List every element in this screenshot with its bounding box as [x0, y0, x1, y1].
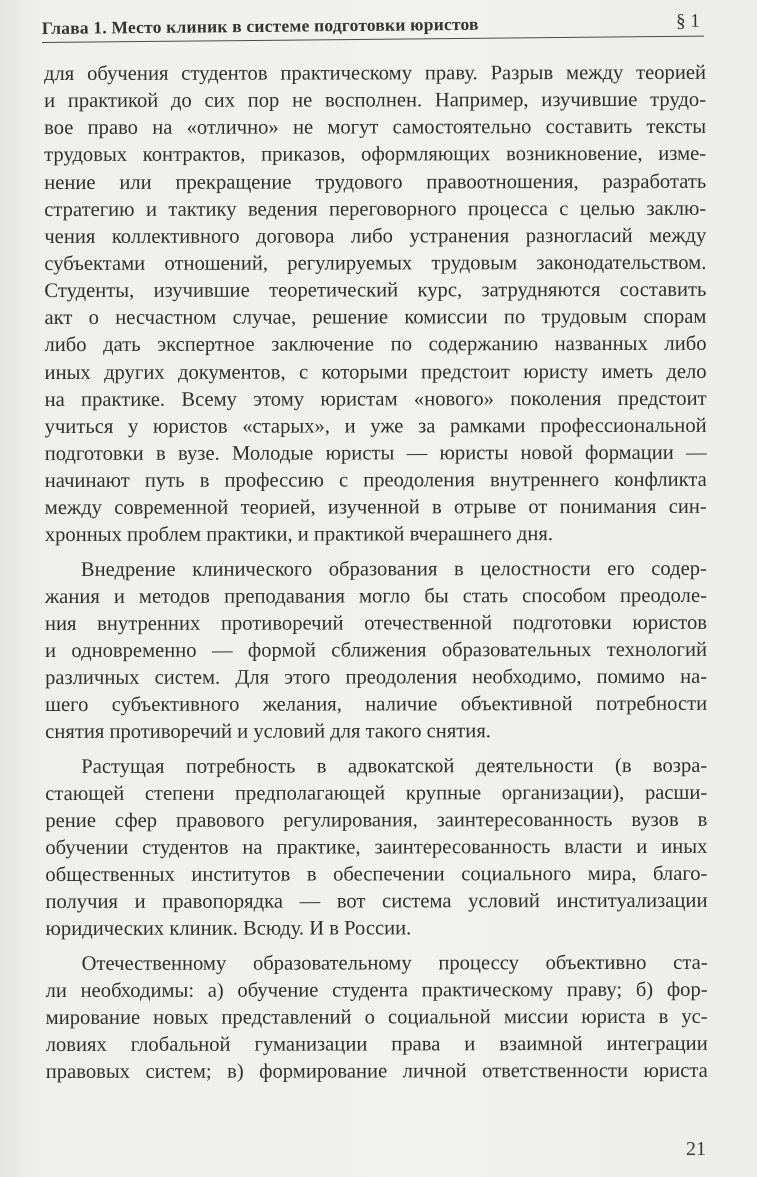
text-line: снятия противоречий и условий для такого снятия. — [45, 720, 491, 744]
text-line: Студенты, изучившие теоретический курс, затрудняются составить — [44, 278, 707, 303]
text-line: учиться у юристов «старых», и уже за рамками профессиональной — [44, 414, 707, 438]
running-head — [42, 6, 704, 43]
section-mark: § 1 — [675, 10, 700, 32]
text-line: либо дать экспертное заключение по содержанию названных либо — [44, 333, 707, 357]
text-line: нение или прекращение трудового правоотношения, разработать — [44, 170, 707, 194]
text-line: и практикой до сих пор не восполнен. Например, изучившие трудо- — [44, 88, 707, 113]
running-title: Глава 1. Место клиник в системе подготовки юристов — [41, 13, 479, 39]
text-line: правовых систем; в) формирование личной ответственности юриста — [45, 1059, 708, 1084]
text-line: рение сфер правового регулирования, заинтересованность вузов в — [45, 808, 708, 832]
text-line: мирование новых представлений о социальной миссии юриста в ус- — [45, 1005, 708, 1029]
text-line: и одновременно — формой сближения образовательных технологий — [45, 638, 708, 662]
text-line: акт о несчастном случае, решение комиссии по трудовым спорам — [44, 306, 707, 330]
text-line: общественных институтов в обеспечении социального мира, благо- — [45, 862, 708, 887]
text-line: стающей степени предполагающей крупные организации), расши- — [45, 781, 708, 805]
text-line: подготовки в вузе. Молодые юристы — юристы новой формации — — [44, 441, 707, 465]
text-line: жания и методов преподавания могло бы стать способом преодоле- — [44, 584, 707, 608]
text-line: получия и правопорядка — вот система условий институализации — [45, 890, 708, 914]
text-line: обучении студентов на практике, заинтересованность власти и иных — [45, 835, 708, 859]
text-line: ловиях глобальной гуманизации права и взаимной интеграции — [45, 1032, 708, 1056]
text-line: шего субъективного желания, наличие объективной потребности — [45, 693, 708, 717]
page-number: 21 — [686, 1138, 706, 1160]
paragraph — [45, 752, 707, 943]
text-line: иных других документов, с которыми предстоит юристу иметь дело — [44, 360, 707, 384]
paragraph — [44, 60, 707, 550]
text-line: чения коллективного договора либо устранения разногласий между — [44, 224, 707, 248]
paragraph — [45, 555, 707, 746]
paragraph — [46, 949, 708, 1086]
text-line: субъектами отношений, регулируемых трудовым законодательством. — [44, 251, 707, 275]
text-line: хронных проблем практики, и практикой вчерашнего дня. — [44, 523, 553, 547]
text-line: ли необходимы: а) обучение студента практическому праву; б) фор- — [45, 978, 708, 1002]
text-line: Растущая потребность в адвокатской деятельности (в возра- — [81, 754, 708, 778]
text-line: трудовых контрактов, приказов, оформляющих возникновение, изме- — [44, 143, 707, 167]
text-line: различных систем. Для этого преодоления необходимо, помимо на- — [45, 665, 708, 690]
text-line: Внедрение клинического образования в целостности его содер- — [80, 557, 707, 581]
text-line: стратегию и тактику ведения переговорного процесса с целью заклю- — [44, 197, 707, 221]
text-line: юридических клиник. Всюду. И в России. — [45, 917, 412, 941]
text-line: Отечественному образовательному процессу объективно ста- — [81, 951, 708, 975]
text-line: вое право на «отлично» не могут самостоятельно составить тексты — [44, 116, 707, 140]
text-line: между современной теорией, изученной в отрыве от понимания син- — [44, 496, 707, 520]
text-line: для обучения студентов практическому праву. Разрыв между теорией — [44, 61, 707, 85]
text-line: на практике. Всему этому юристам «нового» поколения предстоит — [44, 387, 707, 411]
body-text — [44, 60, 708, 1086]
text-line: ния внутренних противоречий отечественной подготовки юристов — [44, 611, 708, 635]
text-line: начинают путь в профессию с преодоления внутреннего конфликта — [44, 468, 707, 493]
